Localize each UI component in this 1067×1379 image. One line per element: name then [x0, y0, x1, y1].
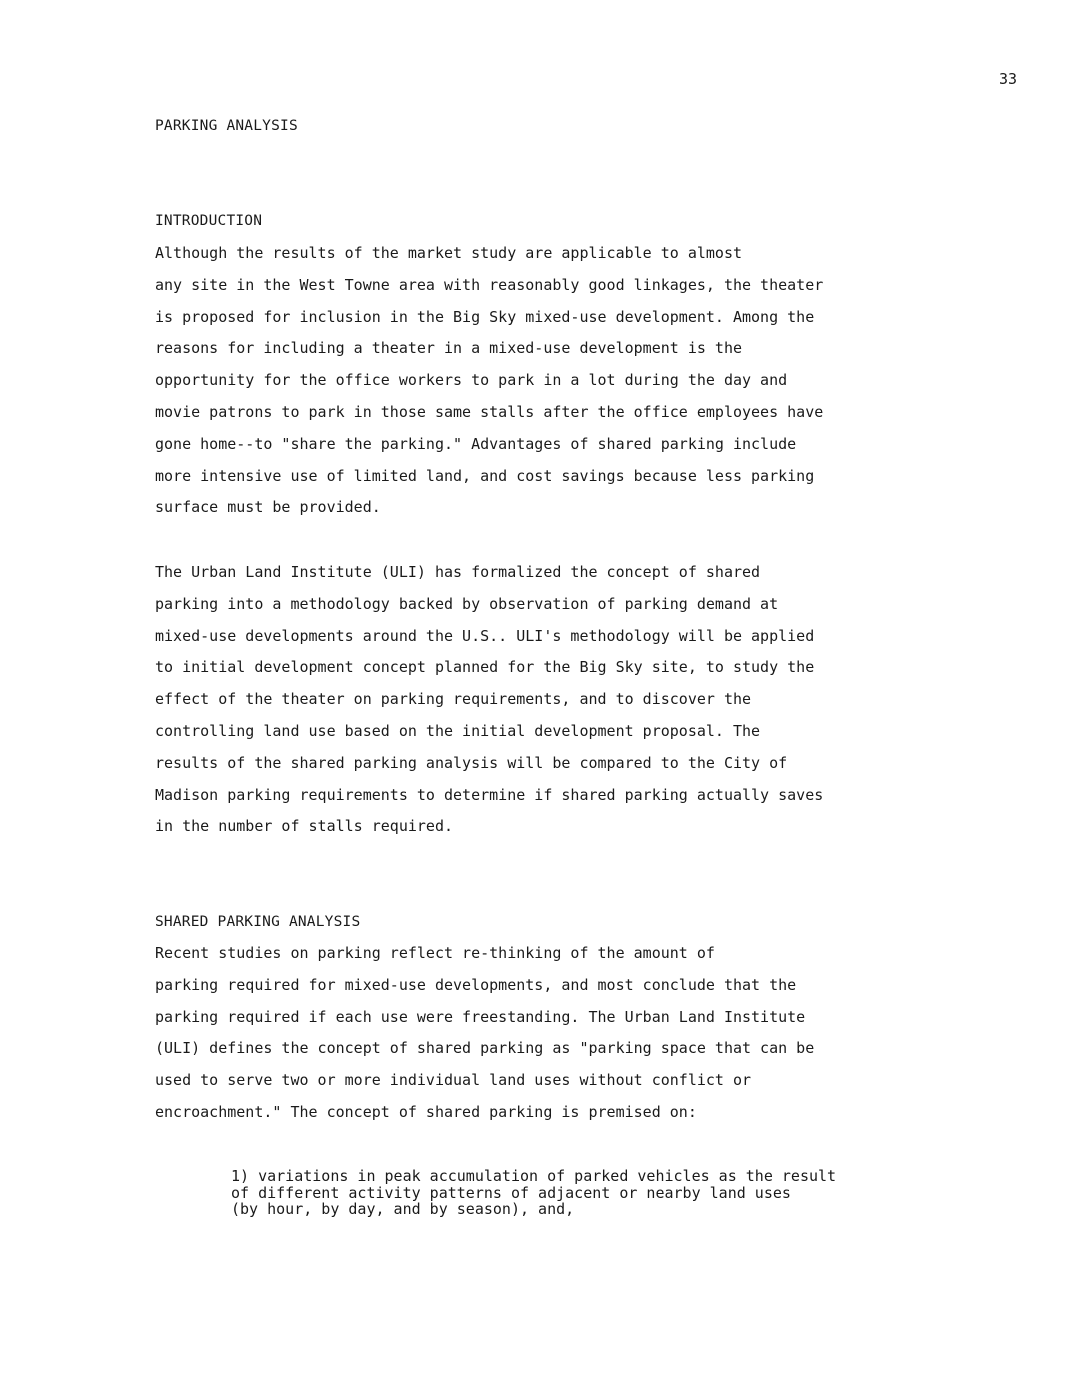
introduction-paragraph-2: The Urban Land Institute (ULI) has formalized the concept of shared parking into a methodology backed by observation of parking demand at mixed-use developments around the U.S.. ULI's methodology will be applied to initial development concept planned for the Big Sky site, to study the effect of the theater on parking requirements, and to discover the controlling land use based on the initial development proposal. The results of the shared parking analysis will be compared to the City of Madison parking requirements to determine if shared parking actually saves in the number of stalls required.	[155, 563, 824, 836]
shared-parking-heading: SHARED PARKING ANALYSIS	[155, 914, 361, 930]
introduction-paragraph-1: Although the results of the market study are applicable to almost any site in the West Towne area with reasonably good linkages, the theater is proposed for inclusion in the Big Sky mixed-use development. Among the reasons for including a theater in a mixed-use development is the opportunity for the office workers to park in a lot during the day and movie patrons to park in those same stalls after the office employees have gone home--to "share the parking." Advantages of shared parking include more intensive use of limited land, and cost savings because less parking surface must be provided.	[155, 244, 824, 517]
premise-list-item-1: 1) variations in peak accumulation of parked vehicles as the result of different activity patterns of adjacent or nearby land uses (by hour, by day, and by season), and,	[231, 1167, 837, 1218]
introduction-heading: INTRODUCTION	[155, 213, 263, 229]
page-number: 33	[998, 70, 1017, 88]
page-title: PARKING ANALYSIS	[155, 118, 298, 134]
shared-parking-paragraph: Recent studies on parking reflect re-thinking of the amount of parking required for mixed-use developments, and most conclude that the parking required if each use were freestanding. The Urban Land Institute (ULI) defines the concept of shared parking as "parking space that can be used to serve two or more individual land uses without conflict or encroachment." The concept of shared parking is premised on:	[155, 944, 815, 1121]
